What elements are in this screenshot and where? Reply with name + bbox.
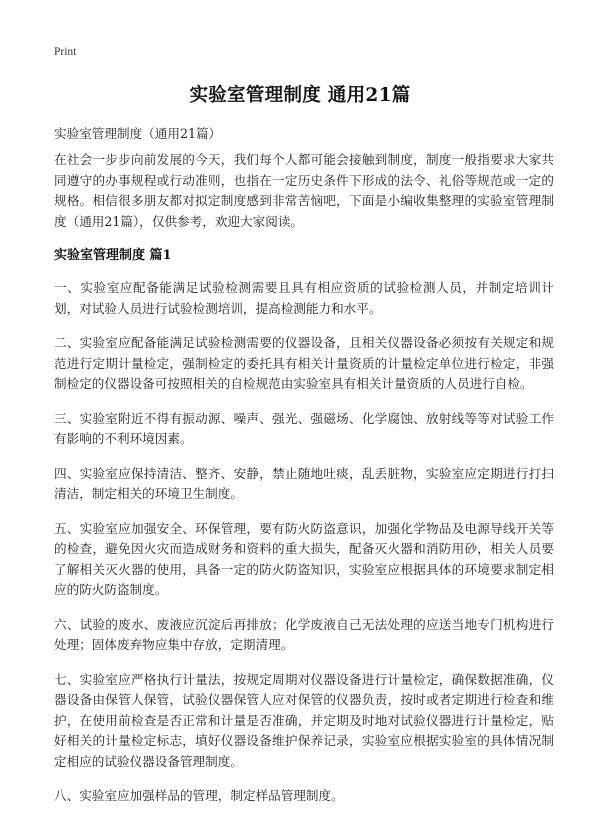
- paragraph-7: 七、实验室应严格执行计量法，按规定周期对仪器设备进行计量检定，确保数据准确，仪器设备由保管人保管，试验仪器保管人应对保管的仪器负责，按时或者定期进行检查和维护，在使用前检查是否正常和计量是否准确，并定期及时地对试验仪器进行计量检定，贴好相关的计量检定标志，填好仪器设备维护保养记录，实验室应根据实验室的具体情况制定相应的试验仪器设备管理制度。: [54, 671, 554, 769]
- paragraph-6: 六、试验的废水、废液应沉淀后再排放；化学废液自己无法处理的应送当地专门机构进行处理；固体废弃物应集中存放，定期清理。: [54, 616, 554, 652]
- paragraph-4: 四、实验室应保持清洁、整齐、安静，禁止随地吐痰，乱丢脏物，实验室应定期进行打扫清洁，制定相关的环境卫生制度。: [54, 465, 554, 501]
- section-heading: 实验室管理制度 篇1: [54, 248, 172, 263]
- page-title: 实验室管理制度 通用21篇: [189, 85, 411, 106]
- paragraph-2: 二、实验室应配备能满足试验检测需要的仪器设备，且相关仪器设备必须按有关规定和规范进行定期计量检定，强制检定的委托具有相关计量资质的计量检定单位进行检定，非强制检定的仪器设备可按照相关的自检规范由实验室具有相关计量资质的人员进行自检。: [54, 335, 554, 391]
- print-label[interactable]: Print: [54, 46, 77, 58]
- paragraph-3: 三、实验室附近不得有振动源、噪声、强光、强磁场、化学腐蚀、放射线等等对试验工作有影响的不利环境因素。: [54, 410, 554, 446]
- document-subtitle: 实验室管理制度（通用21篇）: [54, 126, 222, 141]
- paragraph-1: 一、实验室应配备能满足试验检测需要且具有相应资质的试验检测人员，并制定培训计划，对试验人员进行试验检测培训，提高检测能力和水平。: [54, 280, 554, 316]
- paragraph-8: 八、实验室应加强样品的管理，制定样品管理制度。: [54, 788, 344, 803]
- paragraph-5: 五、实验室应加强安全、环保管理，要有防火防盗意识，加强化学物品及电源导线开关等的检查，避免因火灾而造成财务和资料的重大损失，配备灭火器和消防用砂，相关人员要了解相关灭火器的使用，具备一定的防火防盗知识，实验室应根据具体的环境要求制定相应的防火防盗制度。: [54, 520, 554, 597]
- intro-paragraph: 在社会一步步向前发展的今天，我们每个人都可能会接触到制度，制度一般指要求大家共同遵守的办事规程或行动准则，也指在一定历史条件下形成的法令、礼俗等规范或一定的规格。相信很多朋友都对拟定制度感到非常苦恼吧，下面是小编收集整理的实验室管理制度（通用21篇），仅供参考，欢迎大家阅读。: [54, 152, 554, 229]
- document-body: [54, 150, 554, 821]
